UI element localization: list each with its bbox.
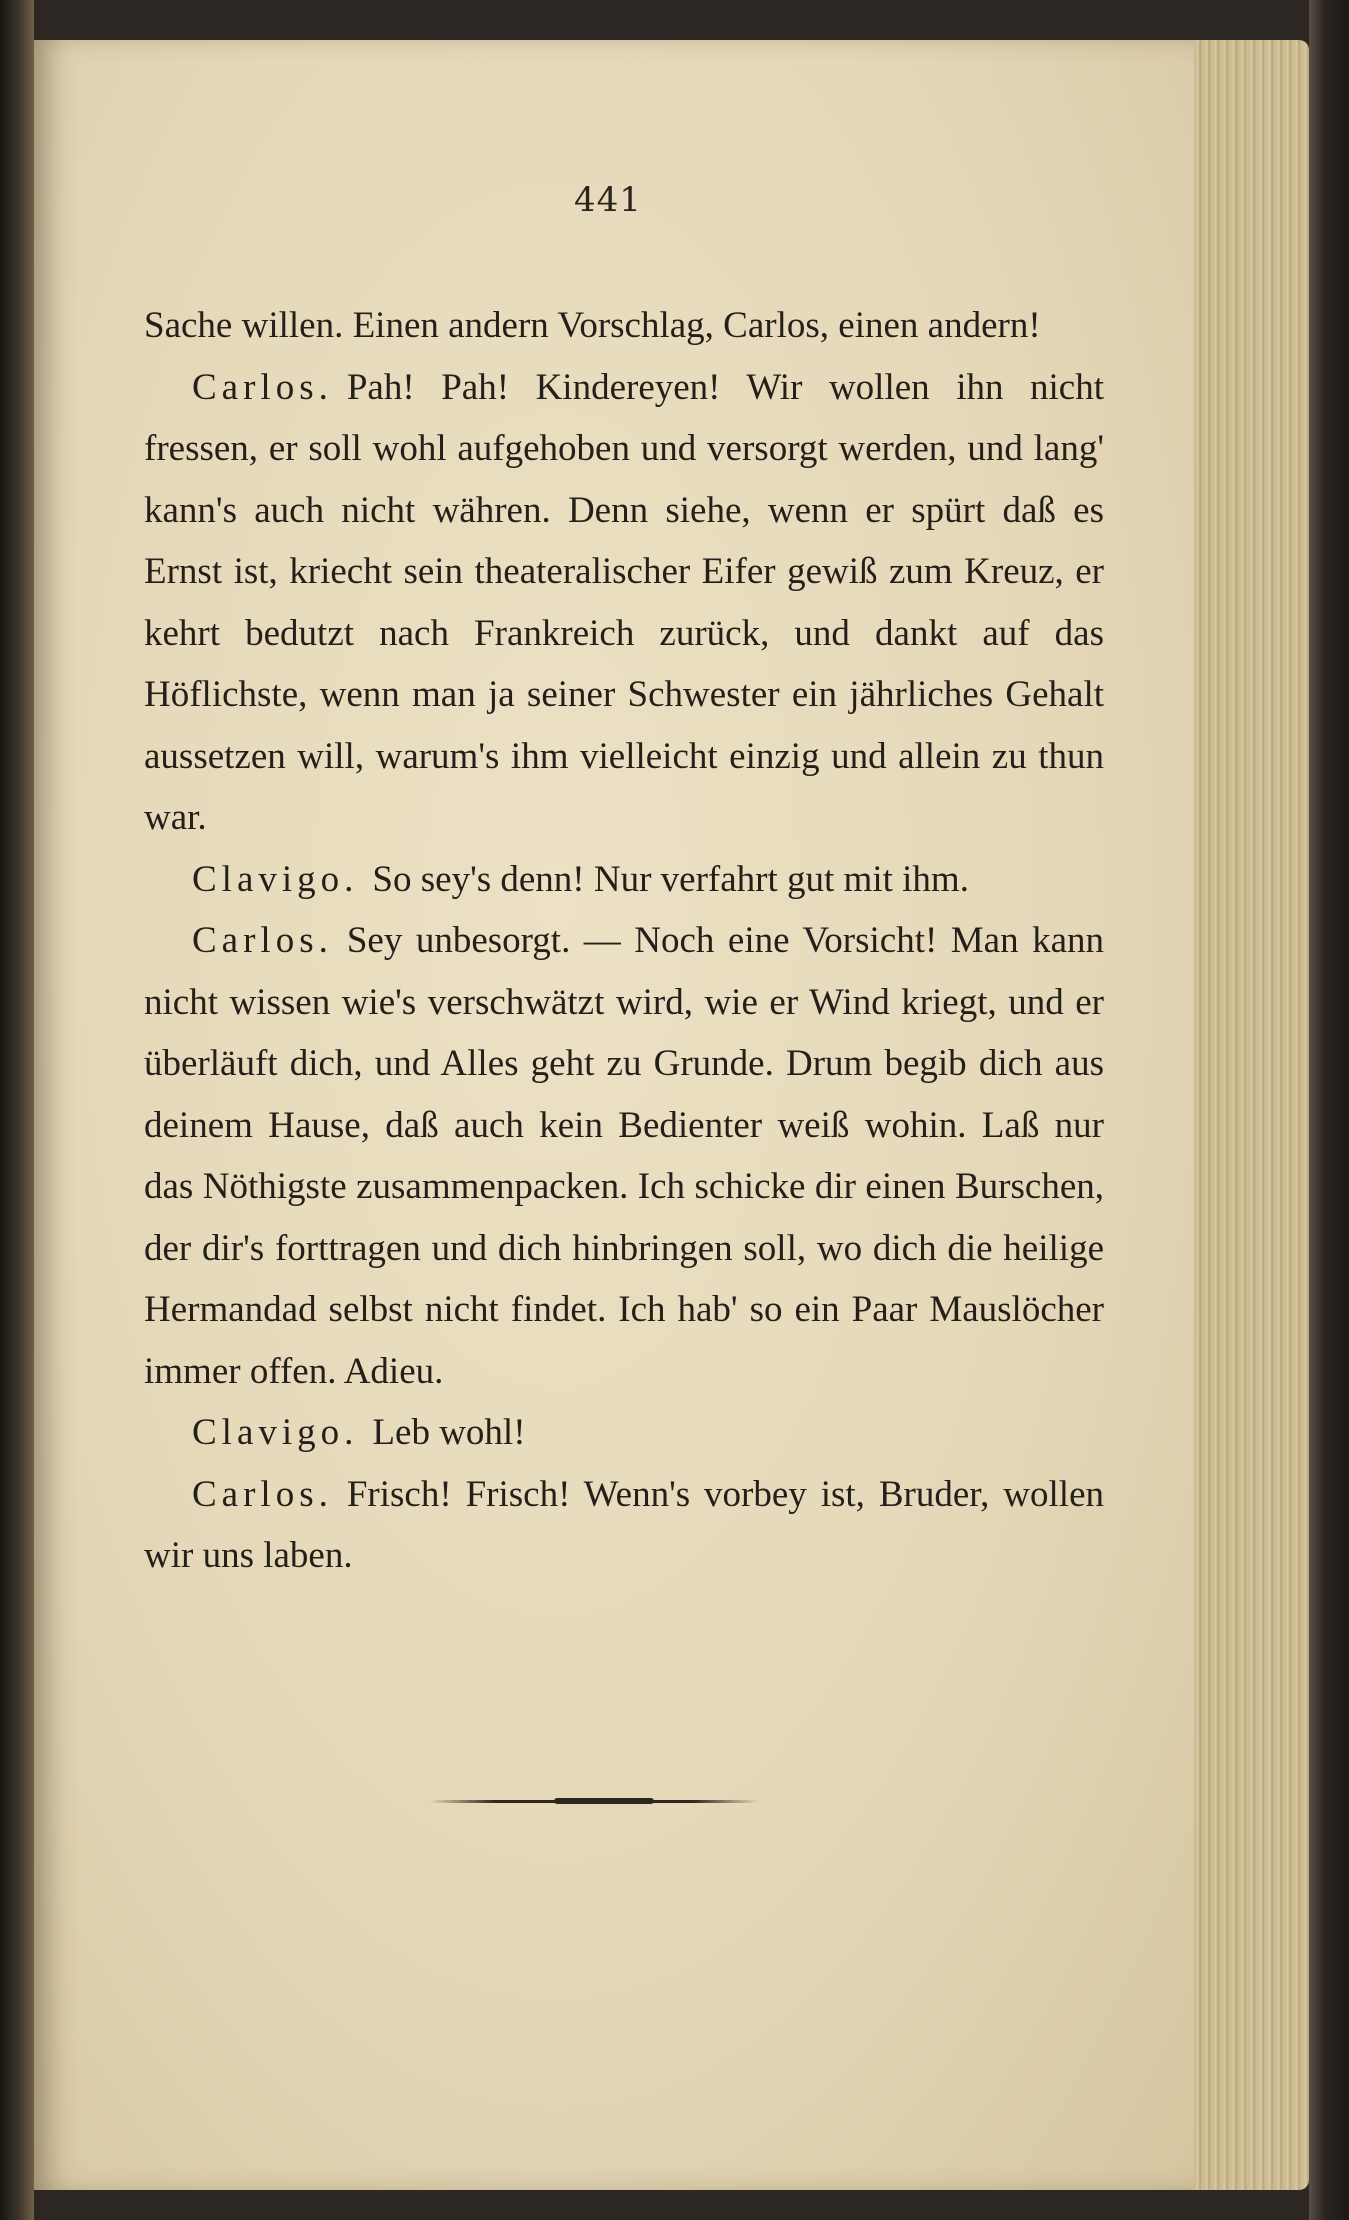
paragraph-dialogue — [144, 1402, 1104, 1464]
paragraph-text: Leb wohl! — [372, 1412, 526, 1453]
end-rule-center — [554, 1798, 654, 1804]
speaker-name: Carlos. — [192, 1473, 333, 1515]
left-binding-edge — [0, 0, 34, 2220]
paragraph-dialogue — [144, 357, 1104, 849]
speaker-name: Carlos. — [192, 366, 333, 408]
paragraph-text: So sey's denn! Nur verfahrt gut mit ihm. — [372, 858, 969, 900]
paragraph-text: Frisch! Frisch! Wenn's vorbey ist, Bruder, wollen wir uns laben. — [144, 1473, 1104, 1576]
page-edges — [1194, 40, 1309, 2190]
paragraph-text: Sey unbesorgt. — Noch eine Vorsicht! Man kann nicht wissen wie's verschwätzt wird, wie er Wind kriegt, und er überläuft dich, und Alles geht zu Grunde. Drum begib dich aus deinem Hause, daß auch kein Bedienter weiß wohin. Laß nur das Nöthigste zusammenpacken. Ich schicke dir einen Burschen, der dir's forttragen und dich hinbringen soll, wo dich die heilige Hermandad selbst nicht findet. Ich hab' so ein Paar Mauslöcher immer offen. Adieu. — [144, 920, 1104, 1392]
book-cover-edge — [1309, 0, 1349, 2220]
speaker-name: Clavigo. — [192, 1412, 359, 1453]
paragraph-text: Pah! Pah! Kindereyen! Wir wollen ihn nicht fressen, er soll wohl aufgehoben und versorgt werden, und lang' kann's auch nicht währen. Denn siehe, wenn er spürt daß es Ernst ist, kriecht sein theateralischer Eifer gewiß zum Kreuz, er kehrt bedutzt nach Frankreich zurück, und dankt auf das Höflichste, wenn man ja seiner Schwester ein jährliches Gehalt aussetzen will, warum's ihm vielleicht einzig und allein zu thun war. — [144, 366, 1104, 838]
book-page — [34, 40, 1194, 2190]
speaker-name: Clavigo. — [192, 858, 359, 900]
page-number: 441 — [574, 180, 642, 220]
speaker-name: Carlos. — [192, 920, 333, 961]
paragraph-continued — [144, 295, 1104, 357]
paragraph-text: Sache willen. Einen andern Vorschlag, Carlos, einen andern! — [144, 305, 1041, 346]
paragraph-dialogue — [144, 849, 1104, 911]
paragraph-dialogue — [144, 910, 1104, 1402]
page-text — [144, 295, 1104, 1587]
paragraph-dialogue — [144, 1464, 1104, 1587]
